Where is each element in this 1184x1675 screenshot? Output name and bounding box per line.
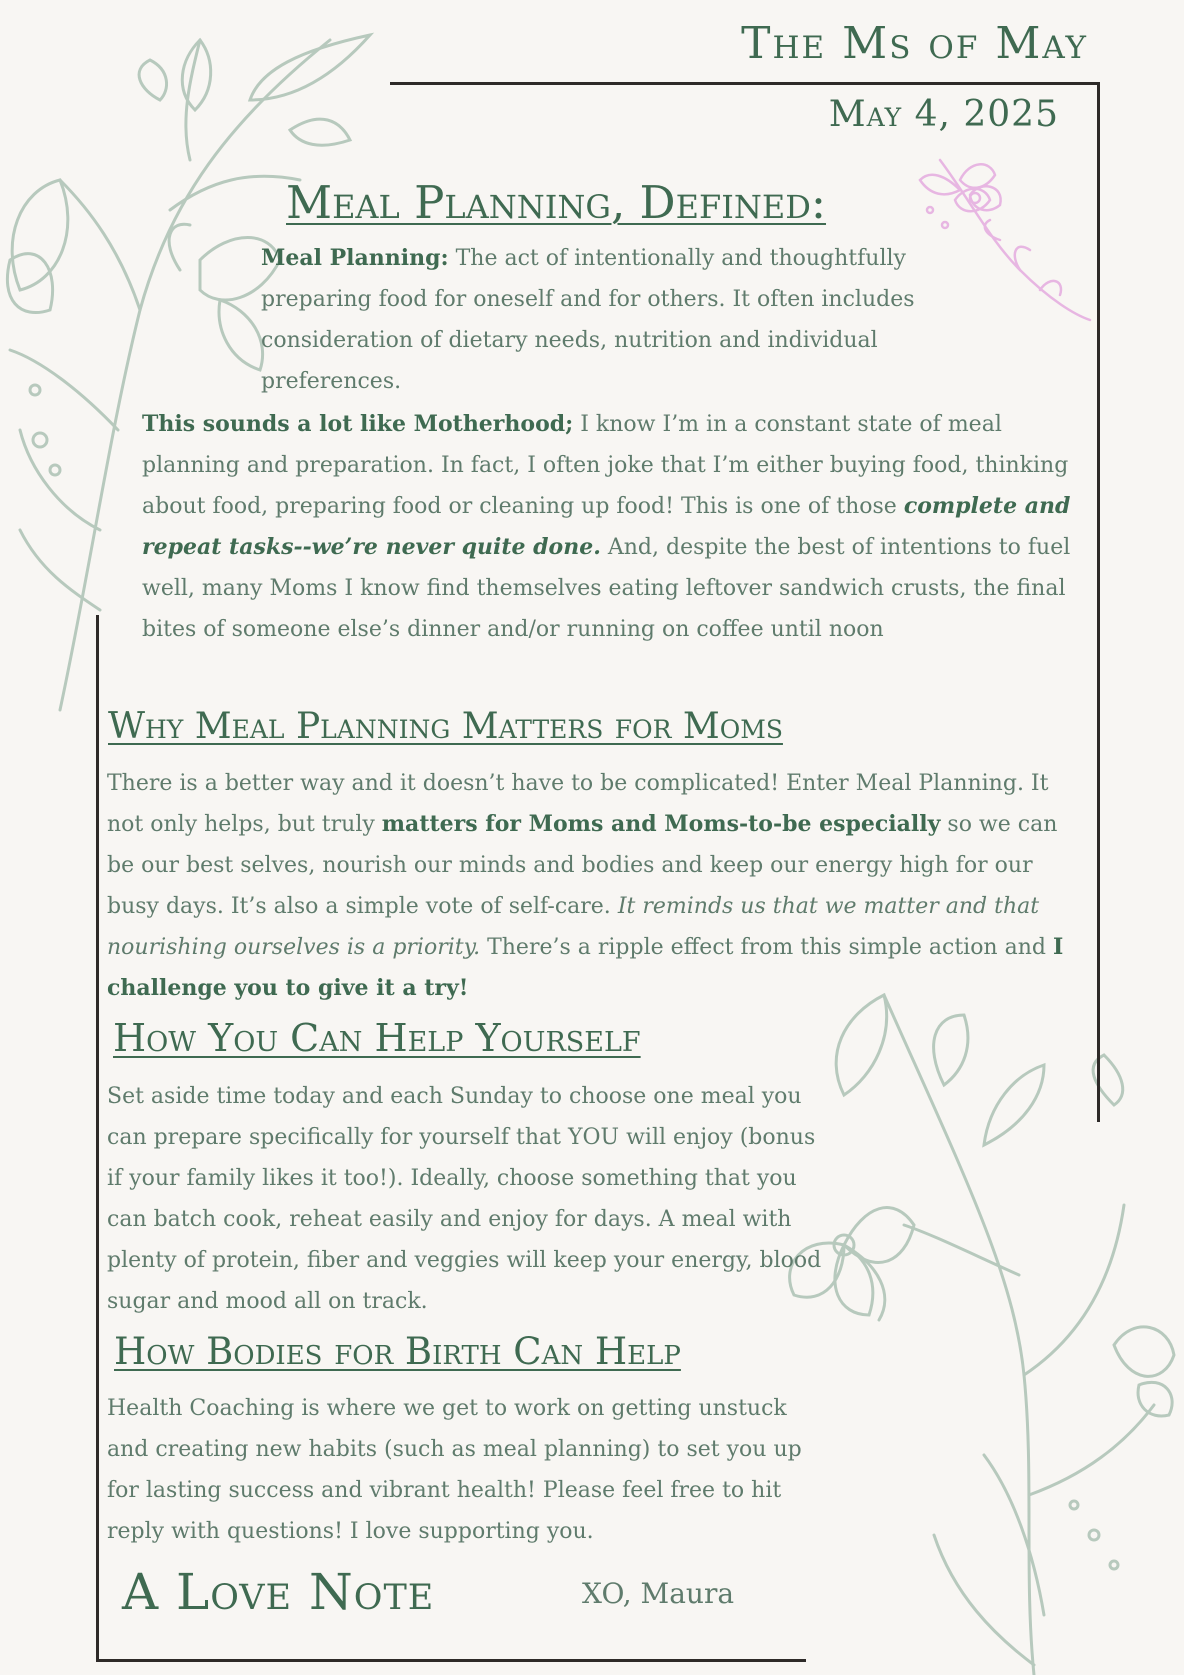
why-matters-italic: It reminds us that we matter and that nourishing ourselves is a priority. — [107, 894, 1040, 960]
frame-right-rule — [1097, 82, 1100, 1122]
why-matters-bold-1: matters for Moms and Moms-to-be especially — [381, 811, 941, 837]
motherhood-body-a: I know I’m in a constant state of meal planning and preparation. In fact, I often joke that I’m either buying food, thinking about food, preparing food or cleaning up food! This is one of those — [142, 412, 1069, 519]
motherhood-lead: This sounds a lot like Motherhood; — [142, 411, 574, 437]
section-heading-help-yourself: How You Can Help Yourself — [113, 1016, 641, 1060]
why-matters-text-3: There’s a ripple effect from this simple action and — [487, 935, 1046, 960]
newsletter-title: The Ms of May — [741, 18, 1088, 69]
frame-top-rule — [390, 82, 1100, 85]
definition-text: The act of intentionally and thoughtfully preparing food for oneself and for others. It often includes consideration of dietary needs, nutrition and individual preferences. — [261, 246, 915, 394]
frame-bottom-rule — [96, 1659, 806, 1662]
why-matters-text-1: There is a better way and it doesn’t have to be complicated! Enter Meal Planning. It not only helps, but truly — [107, 771, 1049, 837]
why-matters-bold-2: I challenge you to give it a try! — [107, 934, 1064, 1001]
newsletter-date: May 4, 2025 — [828, 94, 1059, 135]
motherhood-body-b: And, despite the best of intentions to fuel well, many Moms I know find themselves eating leftover sandwich crusts, the final bites of someone else’s dinner and/or running on coffee until noon — [142, 535, 1071, 642]
frame-left-rule — [96, 615, 99, 1662]
why-matters-text-2: so we can be our best selves, nourish our minds and bodies and keep our energy high for our busy days. It’s also a simple vote of self-care. — [107, 812, 1058, 919]
section-heading-meal-planning-defined: Meal Planning, Defined: — [286, 176, 827, 229]
section-heading-why-meal-planning-matters: Why Meal Planning Matters for Moms — [108, 706, 783, 747]
floral-decoration-bottom-right-icon — [784, 975, 1184, 1675]
love-note-label: A Love Note — [122, 1563, 435, 1621]
motherhood-paragraph — [142, 404, 1077, 650]
definition-paragraph — [261, 238, 1001, 402]
motherhood-emphasis: complete and repeat tasks--we’re never quite done. — [142, 493, 1071, 560]
definition-term: Meal Planning: — [261, 245, 449, 271]
why-matters-paragraph — [107, 763, 1082, 1009]
signoff: XO, Maura — [582, 1577, 735, 1610]
section-heading-bodies-for-birth: How Bodies for Birth Can Help — [114, 1330, 681, 1373]
bodies-for-birth-paragraph: Health Coaching is where we get to work on getting unstuck and creating new habits (such as meal planning) to set you up for lasting success and vibrant health! Please feel free to hit reply with questions! I love supporting you. — [107, 1396, 802, 1544]
help-yourself-paragraph: Set aside time today and each Sunday to choose one meal you can prepare specifically for yourself that YOU will enjoy (bonus if your family likes it too!). Ideally, choose something that you can batch cook, reheat easily and enjoy for days. A meal with plenty of protein, fiber and veggies will keep your energy, blood sugar and mood all on track. — [107, 1084, 822, 1314]
